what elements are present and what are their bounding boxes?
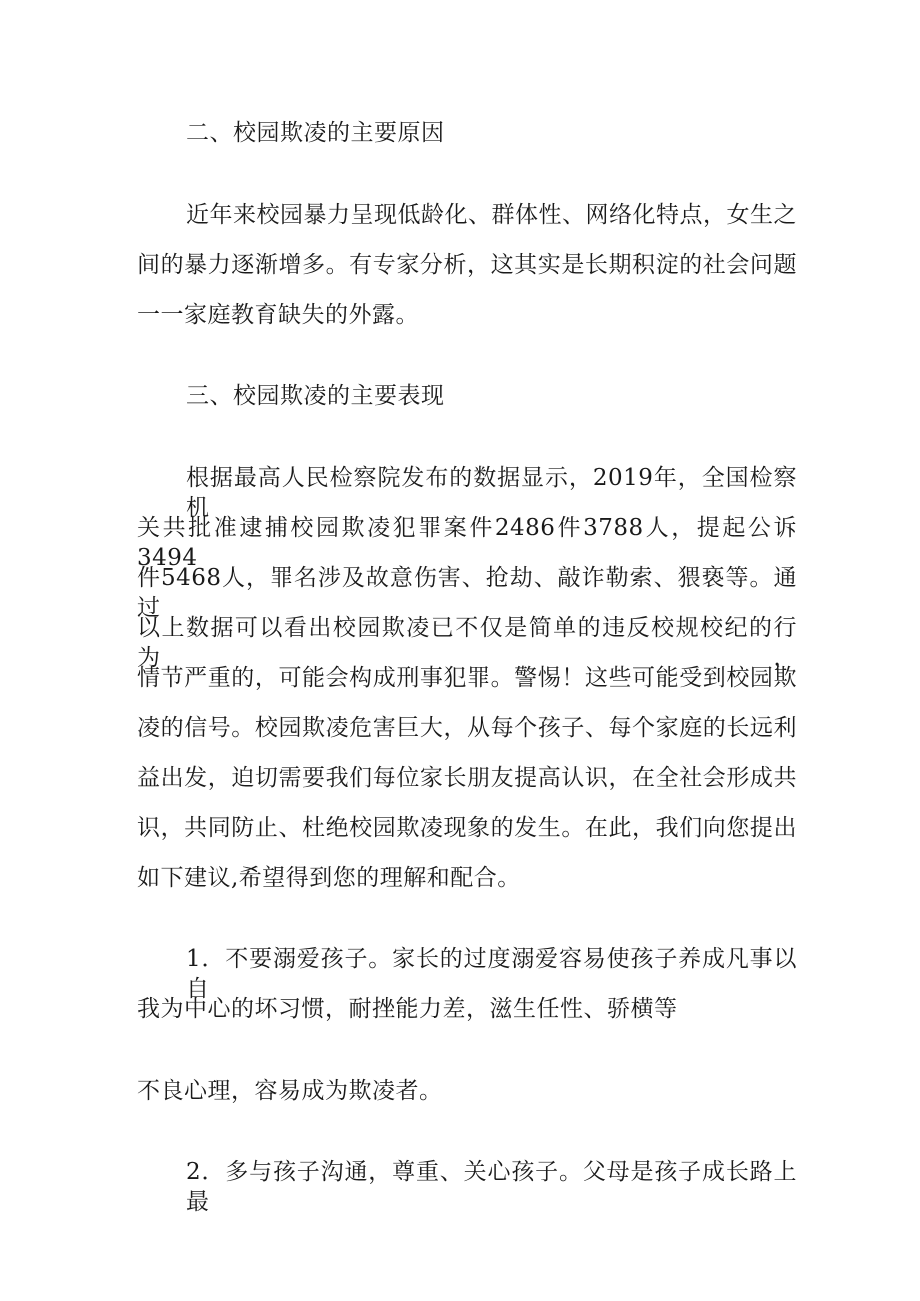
paragraph-line: 根据最高人民检察院发布的数据显示，2019年，全国检察机 <box>186 465 797 521</box>
paragraph-line: 一一家庭教育缺失的外露。 <box>137 302 419 328</box>
section-heading-manifestations: 三、校园欺凌的主要表现 <box>186 383 445 409</box>
paragraph-line: 凌的信号。校园欺凌危害巨大，从每个孩子、每个家庭的长远利 <box>137 715 797 741</box>
paragraph-line: 情节严重的，可能会构成刑事犯罪。警惕！这些可能受到校园欺 <box>137 665 797 691</box>
section-heading-causes: 二、校园欺凌的主要原因 <box>186 120 445 146</box>
paragraph-line: 近年来校园暴力呈现低龄化、群体性、网络化特点，女生之 <box>186 202 797 228</box>
paragraph-line: 益出发，迫切需要我们每位家长朋友提高认识，在全社会形成共 <box>137 765 797 791</box>
list-item-1-line: 我为中心的坏习惯，耐挫能力差，滋生任性、骄横等 <box>137 996 678 1022</box>
list-item-1-line: 1．不要溺爱孩子。家长的过度溺爱容易使孩子养成凡事以自 <box>186 946 797 1002</box>
list-item-2-line: 2．多与孩子沟通，尊重、关心孩子。父母是孩子成长路上最 <box>186 1159 797 1215</box>
paragraph-line: 识，共同防止、杜绝校园欺凌现象的发生。在此，我们向您提出 <box>137 815 797 841</box>
paragraph-line: 以上数据可以看出校园欺凌已不仅是简单的违反校规校纪的行为， <box>137 615 797 671</box>
paragraph-line: 关共批准逮捕校园欺凌犯罪案件2486件3788人，提起公诉3494 <box>137 515 797 571</box>
paragraph-line: 如下建议,希望得到您的理解和配合。 <box>137 865 521 891</box>
paragraph-line: 间的暴力逐渐增多。有专家分析，这其实是长期积淀的社会问题 <box>137 252 797 278</box>
paragraph-line: 件5468人，罪名涉及故意伤害、抢劫、敲诈勒索、猥亵等。通过 <box>137 565 797 621</box>
list-item-1-line: 不良心理，容易成为欺凌者。 <box>137 1078 443 1104</box>
